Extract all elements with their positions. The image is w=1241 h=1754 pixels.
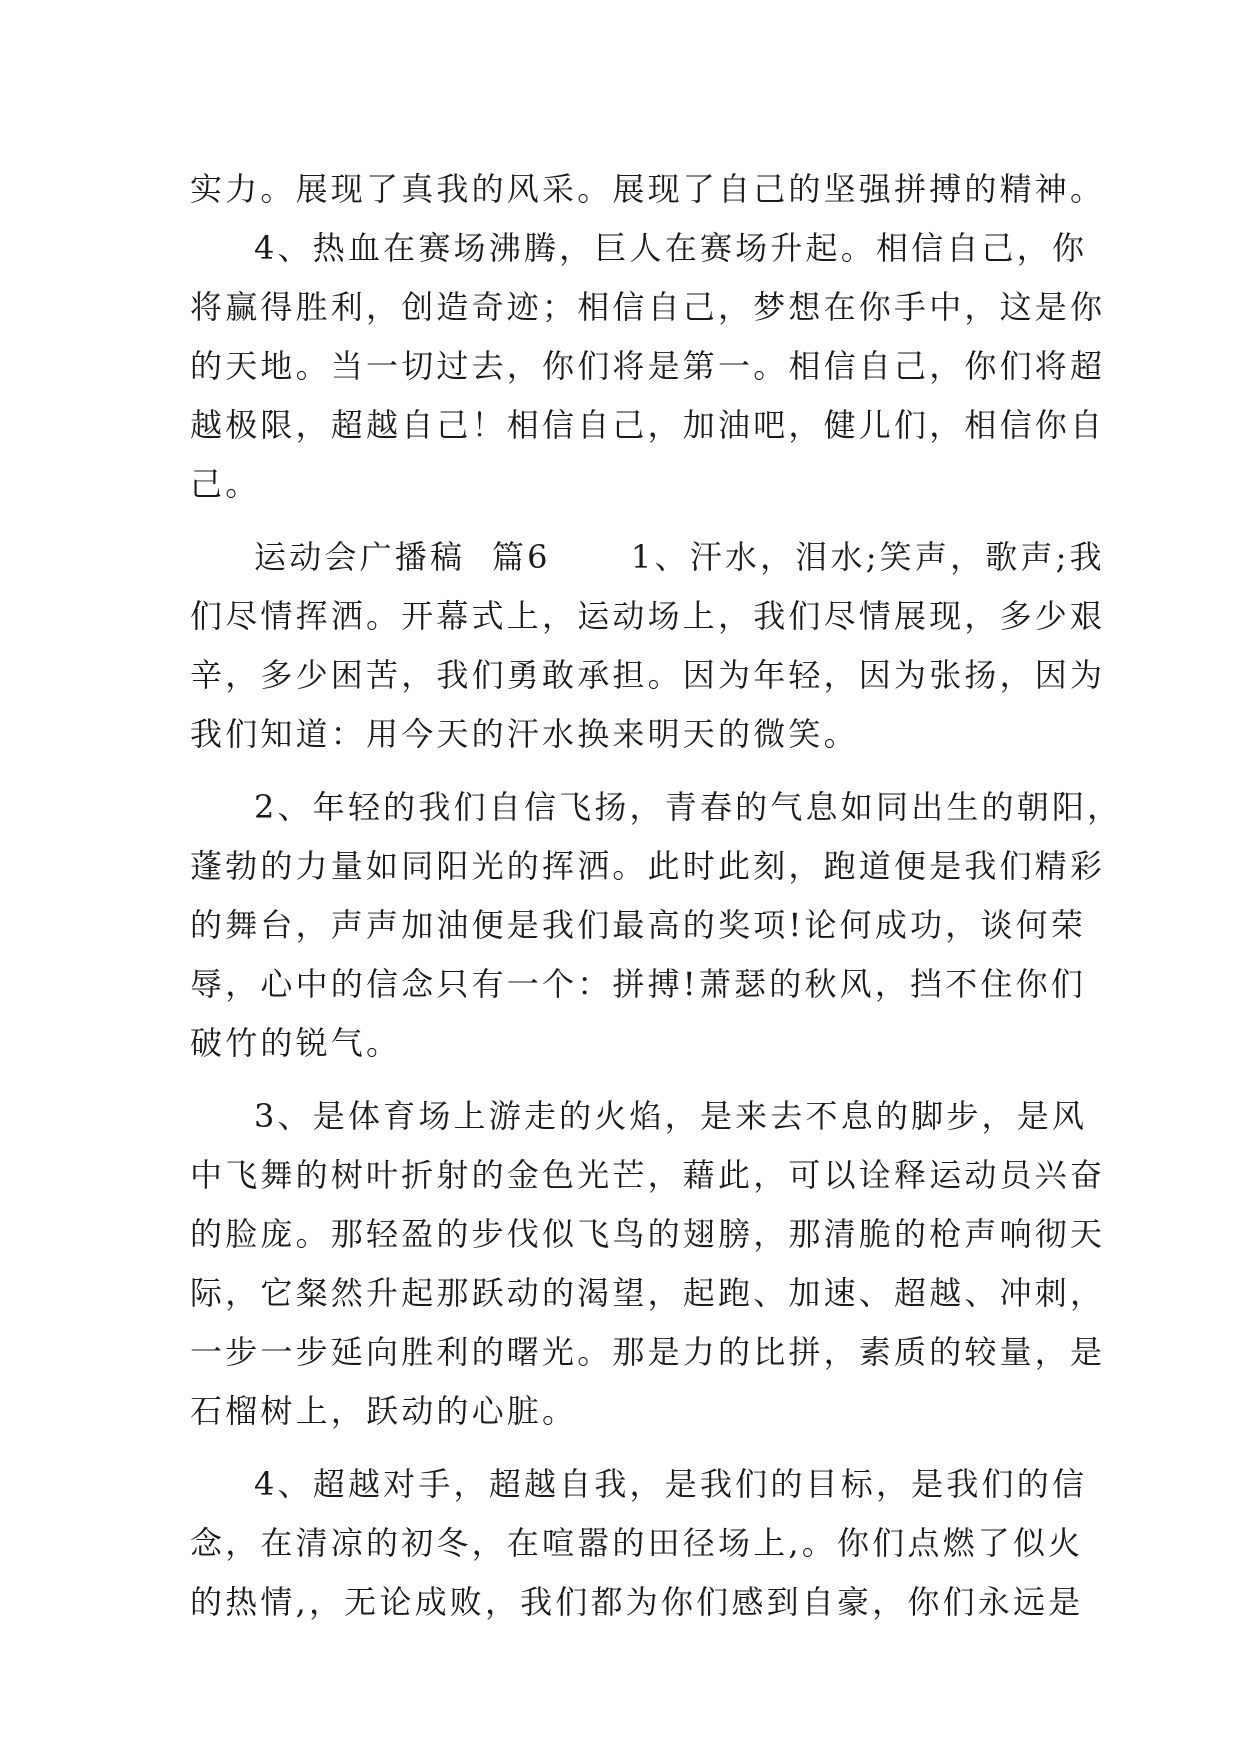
paragraph-first-line <box>190 528 1105 587</box>
section-heading-line: 运动会广播稿 篇6 1、汗水，泪水;笑声，歌声;我 <box>254 538 1105 576</box>
text-line: 越极限，超越自己！相信自己，加油吧，健儿们，相信你自 <box>190 406 1106 444</box>
paragraph-first-line <box>190 219 1088 278</box>
text-line: 将赢得胜利，创造奇迹；相信自己，梦想在你手中，这是你 <box>190 288 1106 326</box>
text-line: 破竹的锐气。 <box>190 1024 402 1062</box>
text-line: 辛，多少困苦，我们勇敢承担。因为年轻，因为张扬，因为 <box>190 656 1106 694</box>
text-line: 际，它粲然升起那跃动的渴望，起跑、加速、超越、冲刺， <box>190 1274 1106 1312</box>
paragraph-first-line <box>190 778 1123 837</box>
text-line: 4、热血在赛场沸腾，巨人在赛场升起。相信自己，你 <box>254 229 1088 267</box>
text-line: 的脸庞。那轻盈的步伐似飞鸟的翅膀，那清脆的枪声响彻天 <box>190 1215 1106 1253</box>
text-line: 我们知道：用今天的汗水换来明天的微笑。 <box>190 715 859 753</box>
paragraph-gap <box>190 1441 1070 1455</box>
text-line: 中飞舞的树叶折射的金色光芒，藉此，可以诠释运动员兴奋 <box>190 1156 1106 1194</box>
paragraph-gap <box>190 764 1070 778</box>
text-line: 蓬勃的力量如同阳光的挥洒。此时此刻，跑道便是我们精彩 <box>190 847 1106 885</box>
text-line: 3、是体育场上游走的火焰，是来去不息的脚步，是风 <box>254 1097 1088 1135</box>
text-line: 的天地。当一切过去，你们将是第一。相信自己，你们将超 <box>190 347 1106 385</box>
text-line: 2、年轻的我们自信飞扬，青春的气息如同出生的朝阳， <box>254 788 1123 826</box>
document-body <box>190 160 1123 1632</box>
text-line: 的舞台，声声加油便是我们最高的奖项!论何成功，谈何荣 <box>190 906 1087 944</box>
text-line: 己。 <box>190 465 261 503</box>
text-line: 的热情,，无论成败，我们都为你们感到自豪，你们永远是 <box>190 1583 1084 1621</box>
text-line: 4、超越对手，超越自我，是我们的目标，是我们的信 <box>254 1465 1088 1503</box>
text-line: 石榴树上，跃动的心脏。 <box>190 1392 578 1430</box>
text-line: 辱，心中的信念只有一个：拼搏!萧瑟的秋风，挡不住你们 <box>190 965 1087 1003</box>
paragraph-gap <box>190 514 1070 528</box>
text-line: 念，在清凉的初冬，在喧嚣的田径场上,。你们点燃了似火 <box>190 1524 1084 1562</box>
paragraph-gap <box>190 1073 1070 1087</box>
paragraph-first-line <box>190 1455 1088 1514</box>
text-line: 一步一步延向胜利的曙光。那是力的比拼，素质的较量，是 <box>190 1333 1106 1371</box>
paragraph-first-line <box>190 1087 1088 1146</box>
text-line: 们尽情挥洒。开幕式上，运动场上，我们尽情展现，多少艰 <box>190 597 1106 635</box>
text-line: 实力。展现了真我的风采。展现了自己的坚强拼搏的精神。 <box>190 170 1106 208</box>
